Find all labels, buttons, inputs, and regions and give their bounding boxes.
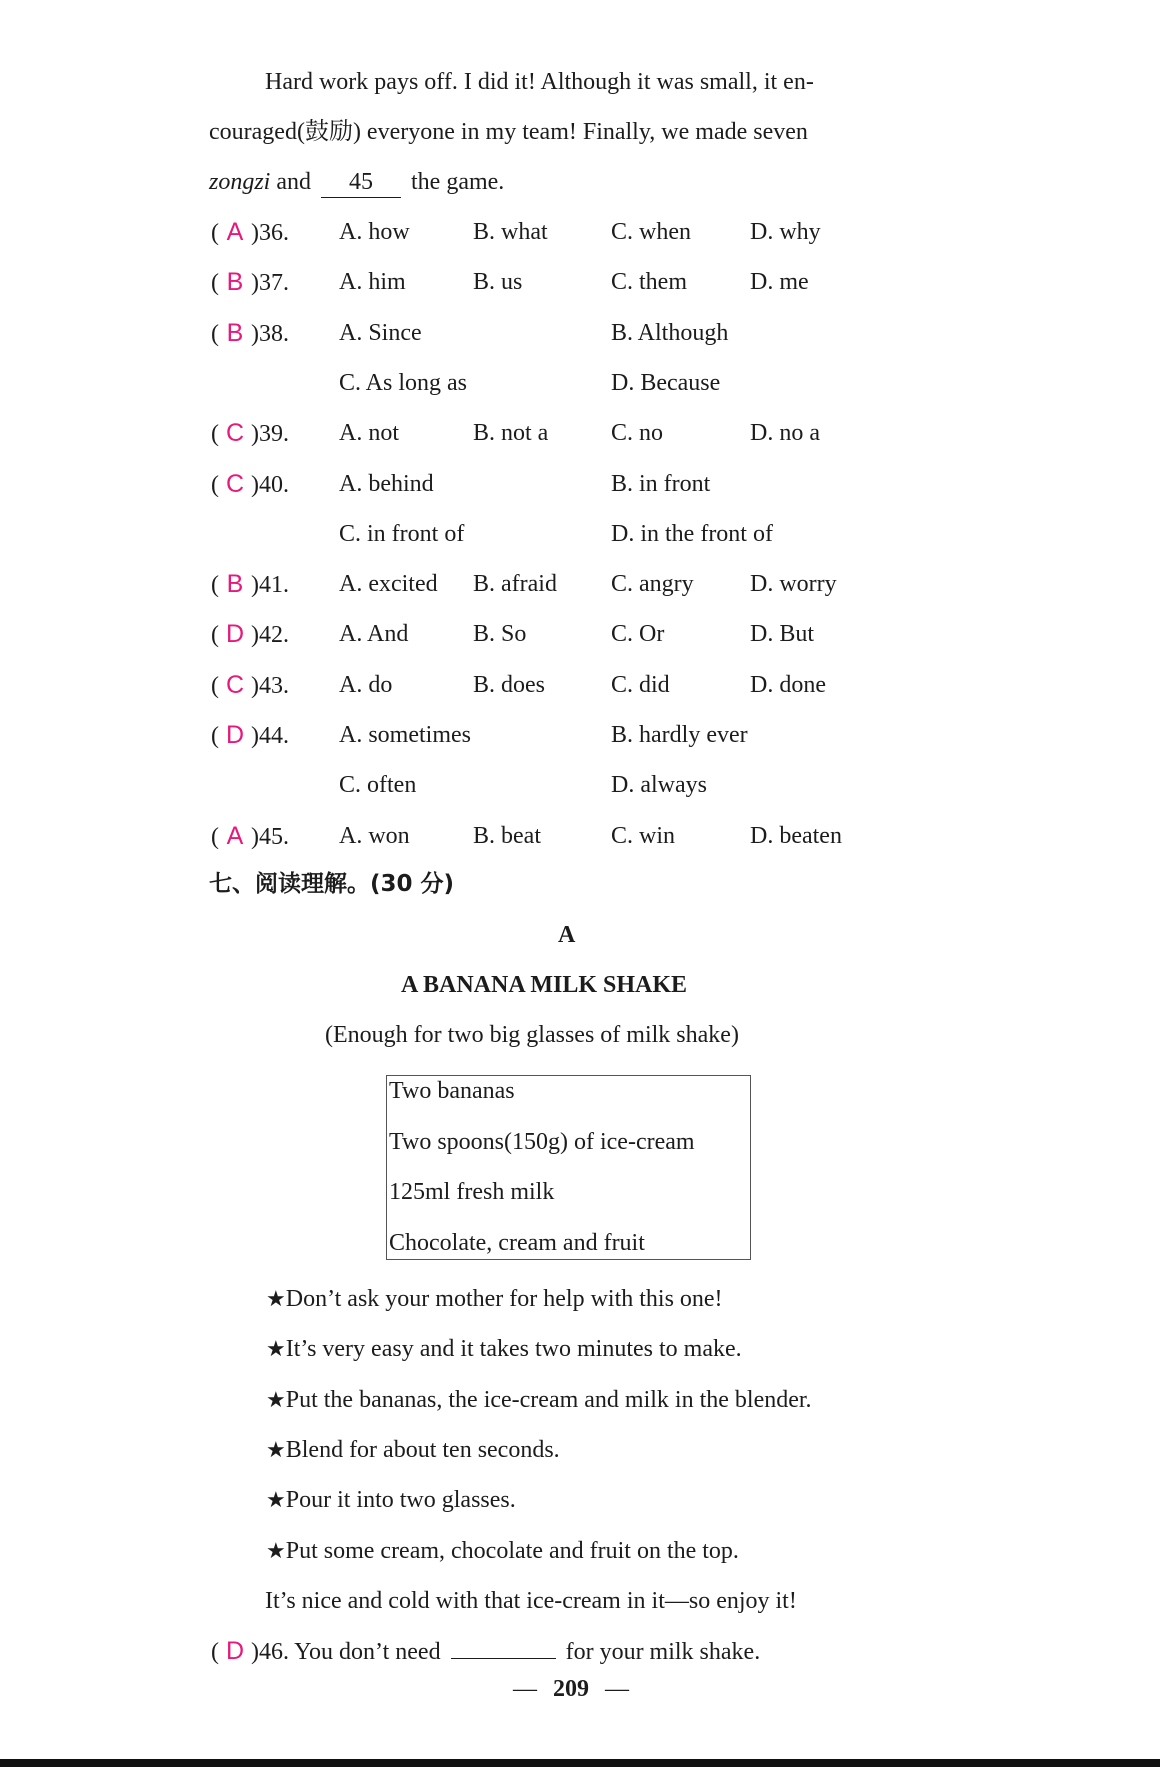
option-d: D. worry [750, 571, 837, 597]
step-item [266, 1485, 516, 1516]
step-text: It’s very easy and it takes two minutes to make. [285, 1336, 742, 1362]
option-c: C. win [611, 823, 676, 849]
question-number: )43. [251, 673, 289, 699]
option-b: B. not a [473, 420, 549, 446]
question-row [211, 619, 289, 650]
option-a: A. Since [339, 320, 422, 346]
step-text: Put the bananas, the ice-cream and milk in the blender. [285, 1387, 812, 1413]
ingredient-3: 125ml fresh milk [389, 1179, 555, 1205]
ingredient-4: Chocolate, cream and fruit [389, 1230, 645, 1256]
option-d: D. me [750, 269, 809, 295]
paren-open: ( [211, 220, 219, 246]
paren-open: ( [211, 824, 219, 850]
answer-46: D [225, 1637, 245, 1665]
option-c: C. no [611, 420, 664, 446]
passage-line-2: couraged(鼓励) everyone in my team! Finally, we made seven [209, 119, 808, 145]
question-row [211, 318, 289, 349]
step-text: Pour it into two glasses. [285, 1487, 516, 1513]
option-b: B. hardly ever [611, 722, 748, 748]
footer-dash-left: — [513, 1676, 537, 1702]
question-row [211, 267, 289, 298]
answer-letter: D [225, 620, 245, 648]
zongzi-word: zongzi [209, 169, 271, 195]
page-number [513, 1674, 629, 1704]
step-text: Put some cream, chocolate and fruit on the top. [285, 1538, 739, 1564]
option-c: C. when [611, 219, 691, 245]
answer-letter: B [226, 268, 244, 296]
option-d: D. why [750, 219, 821, 245]
paren-open: ( [211, 472, 219, 498]
option-b: B. beat [473, 823, 541, 849]
option-d: D. in the front of [611, 521, 773, 547]
closing-line: It’s nice and cold with that ice-cream in it—so enjoy it! [265, 1588, 797, 1614]
step-item [266, 1385, 812, 1416]
paren-open: ( [211, 572, 219, 598]
answer-letter: C [225, 419, 245, 447]
reading-label: A [558, 922, 576, 948]
answer-letter: D [225, 721, 245, 749]
star-icon: ★ [266, 1539, 286, 1564]
paren-open: ( [211, 1639, 219, 1665]
question-number: )37. [251, 270, 289, 296]
paren-open: ( [211, 270, 219, 296]
q46-blank [451, 1658, 556, 1659]
star-icon: ★ [266, 1388, 286, 1413]
page-number-value: 209 [553, 1676, 589, 1702]
blank-45: 45 [321, 167, 401, 198]
option-a: A. sometimes [339, 722, 471, 748]
star-icon: ★ [266, 1488, 286, 1513]
question-row [211, 720, 289, 751]
paren-open: ( [211, 723, 219, 749]
option-d: D. no a [750, 420, 820, 446]
q46-number: )46. [251, 1639, 289, 1665]
paren-open: ( [211, 321, 219, 347]
paren-open: ( [211, 673, 219, 699]
option-a: A. won [339, 823, 410, 849]
option-d: D. But [750, 621, 815, 647]
question-number: )45. [251, 824, 289, 850]
step-item [266, 1435, 560, 1466]
star-icon: ★ [266, 1287, 286, 1312]
question-number: )40. [251, 472, 289, 498]
option-a: A. not [339, 420, 399, 446]
question-number: )42. [251, 622, 289, 648]
step-text: Don’t ask your mother for help with this one! [285, 1286, 723, 1312]
question-row [211, 469, 289, 500]
question-row [211, 418, 289, 449]
bottom-border-bar [0, 1759, 1160, 1767]
answer-letter: C [225, 671, 245, 699]
reading-subtitle: (Enough for two big glasses of milk shake) [325, 1022, 739, 1048]
option-a: A. do [339, 672, 393, 698]
section-heading: 七、阅读理解。(30 分) [209, 871, 455, 897]
question-row [211, 569, 289, 600]
option-a: A. And [339, 621, 409, 647]
option-b: B. us [473, 269, 523, 295]
option-d: D. done [750, 672, 826, 698]
option-c: C. them [611, 269, 687, 295]
passage-line-1: Hard work pays off. I did it! Although it was small, it en- [265, 69, 814, 95]
option-c: C. As long as [339, 370, 468, 396]
option-c: C. did [611, 672, 670, 698]
question-row [211, 821, 289, 852]
option-c: C. in front of [339, 521, 465, 547]
option-d: D. Because [611, 370, 721, 396]
paren-open: ( [211, 622, 219, 648]
option-b: B. what [473, 219, 548, 245]
option-d: D. always [611, 772, 707, 798]
passage-line-3 [209, 167, 504, 198]
passage-line-3-end: the game. [411, 169, 505, 195]
q46-text-before: You don’t need [294, 1639, 441, 1665]
question-row [211, 670, 289, 701]
question-number: )44. [251, 723, 289, 749]
answer-letter: B [226, 319, 244, 347]
option-a: A. him [339, 269, 406, 295]
option-b: B. afraid [473, 571, 557, 597]
q46-text-after: for your milk shake. [565, 1639, 761, 1665]
step-text: Blend for about ten seconds. [285, 1437, 560, 1463]
paren-open: ( [211, 421, 219, 447]
question-row [211, 217, 289, 248]
answer-letter: A [226, 218, 244, 246]
step-item [266, 1536, 739, 1567]
answer-letter: A [226, 822, 244, 850]
option-c: C. Or [611, 621, 665, 647]
ingredient-2: Two spoons(150g) of ice-cream [389, 1129, 695, 1155]
answer-letter: B [226, 570, 244, 598]
option-b: B. does [473, 672, 545, 698]
passage-line-3-mid: and [276, 169, 312, 195]
question-number: )41. [251, 572, 289, 598]
question-number: )38. [251, 321, 289, 347]
answer-letter: C [225, 470, 245, 498]
option-a: A. behind [339, 471, 434, 497]
question-number: )39. [251, 421, 289, 447]
option-d: D. beaten [750, 823, 842, 849]
reading-title: A BANANA MILK SHAKE [401, 972, 688, 998]
option-c: C. angry [611, 571, 694, 597]
step-item [266, 1334, 742, 1365]
step-item [266, 1284, 723, 1315]
option-b: B. Although [611, 320, 729, 346]
question-46 [211, 1636, 760, 1667]
option-c: C. often [339, 772, 417, 798]
option-b: B. in front [611, 471, 711, 497]
option-a: A. excited [339, 571, 438, 597]
option-a: A. how [339, 219, 410, 245]
footer-dash-right: — [605, 1676, 629, 1702]
star-icon: ★ [266, 1438, 286, 1463]
star-icon: ★ [266, 1337, 286, 1362]
question-number: )36. [251, 220, 289, 246]
ingredient-1: Two bananas [389, 1078, 515, 1104]
option-b: B. So [473, 621, 527, 647]
